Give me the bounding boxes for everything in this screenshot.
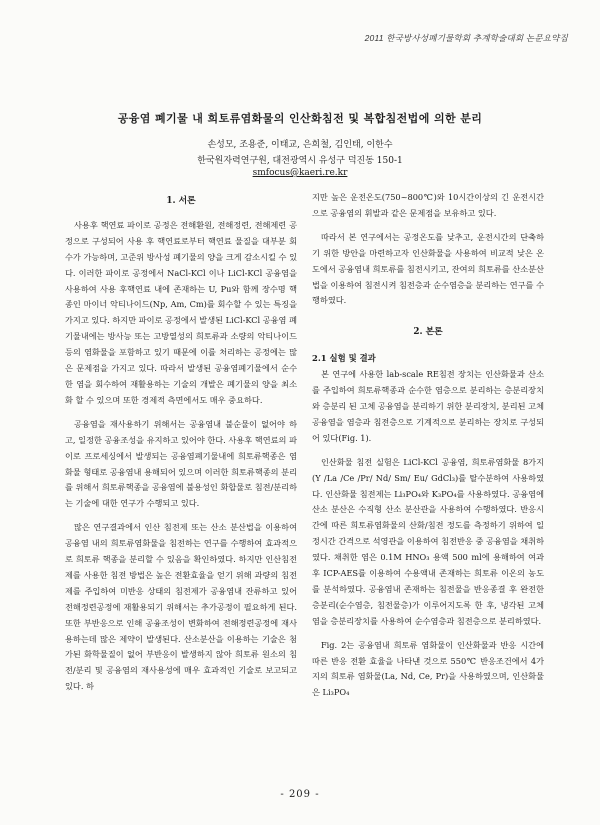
- left-column: [65, 194, 297, 695]
- section-heading-main: 2. 본론: [413, 327, 443, 338]
- author-list: 손성모, 조용준, 이태교, 은희철, 김인태, 이한수: [207, 140, 393, 150]
- body-paragraph: 지만 높은 운전온도(750~800℃)와 10시간이상의 긴 운전시간으로 공융염의 휘발과 같은 문제점을 보유하고 있다.: [312, 192, 544, 218]
- right-column: [312, 190, 544, 701]
- body-paragraph: 사용후 핵연료 파이로 공정은 전해환원, 전해정련, 전해제련 공정으로 구성되어 사용 후 핵연료로부터 핵연료 물질을 대부분 회수가 가능하며, 고준위 방사성 폐기물의 양을 크게 감소시킬 수 있다. 이러한 파이로 공정에서 NaCl-KCl 이나 LiCl-KCl 공융염을 사용하여 사용 후핵연료 내에 존재하는 U, Pu와 함께 장수명 핵종인 마이너 악티나이드(Np, Am, Cm)를 회수할 수 있는 특징을 가지고 있다. 하지만 파이로 공정에서 발생된 LiCl-KCl 공융염 폐기물내에는 방사능 또는 고방열성의 희토류과 소량의 악티나이드등의 염화물을 포함하고 있기 때문에 이를 처리하는 공정에는 많은 문제점을 가지고 있다. 따라서 발생된 공융염폐기물에서 순수한 염을 회수하여 재활용하는 기술의 개발은 폐기물의 양을 최소화 할 수 있으며 또한 경제적 측면에서도 매우 중요하다.: [65, 219, 297, 405]
- body-paragraph: 공융염을 재사용하기 위해서는 공융염내 불순물이 없어야 하고, 일정한 공융조성을 유지하고 있어야 한다. 사용후 핵연료의 파이로 프로세싱에서 발생되는 공융염폐기물내에 희토류핵종은 염화물 형태로 공융염내 용해되어 있으며 이러한 희토류핵종의 분리를 위해서 희토류핵종을 공융염에 불용성인 화합물로 침전/분리하는 기술에 대한 연구가 수행되고 있다.: [65, 418, 297, 509]
- section-heading-introduction: 1. 서론: [166, 196, 196, 206]
- body-paragraph: Fig. 2는 공융염내 희토류 염화물이 인산화물과 반응 시간에 따른 반응 전환 효율을 나타낸 것으로 550℃ 반응조건에서 4가지의 희토류 염화물(La, Nd, Ce, Pr)을 사용하였으며, 인산화물은 Li₃PO₄: [312, 639, 544, 698]
- body-paragraph: 본 연구에 사용한 lab-scale RE침전 장치는 인산화물과 산소를 주입하여 희토류핵종과 순수한 염층으로 분리하는 층분리장치와 층분리 된 고체 공융염을 분리하기 위한 분리장치, 분리된 고체공융염을 염층과 침전층으로 기계적으로 분리하는 장치로 구성되어 있다(Fig. 1).: [312, 369, 544, 443]
- body-paragraph: 인산화물 침전 실험은 LiCl-KCl 공융염, 희토류염화물 8가지(Y /La /Ce /Pr/ Nd/ Sm/ Eu/ GdCl₃)를 탈수분하여 사용하였다. 인산화물 침전제는 Li₃PO₄와 K₃PO₄를 사용하였다. 공융염에 산소 분산은 수직형 산소 분산관을 사용하여 수행하였다. 반응시간에 따른 희토류염화물의 산화/침전 정도를 측정하기 위하여 일정시간 간격으로 석영관을 이용하여 침전반응 중 공융염을 채취하였다. 채취한 염은 0.1M HNO₃ 용액 500 ml에 용해하여 여과 후 ICP-AES를 이용하여 수용액내 존재하는 희토류 이온의 농도를 분석하였다. 공융염내 존재하는 침전물을 반응종결 후 완전한 층분리(순수염층, 침전물층)가 이루어지도록 한 후, 냉각된 고체염을 층분리장치를 사용하여 순수염층과 침전층으로 분리하였다.: [312, 456, 544, 626]
- body-paragraph: 많은 연구결과에서 인산 침전제 또는 산소 분산법을 이용하여 공융염 내의 희토류염화물을 침전하는 연구를 수행하여 효과적으로 희토류 핵종을 분리할 수 있음을 확인하였다. 하지만 인산침전제를 사용한 침전 방법은 높은 전환효율을 얻기 위해 과량의 침전제를 주입하여 미반응 상태의 침전제가 공융염내 잔류하고 있어 전해정련공정에 재활용되기 위해서는 추가공정이 필요하게 된다. 또한 부반응으로 인해 공융조성이 변화하여 전해정련공정에 재사용하는데 많은 제약이 발생된다. 산소분산을 이용하는 기술은 첨가된 화학물질이 없어 부반응이 발생하지 않아 희토류 원소의 침전/분리 및 공융염의 재사용성에 매우 효과적인 기술로 보고되고 있다. 하: [65, 522, 297, 692]
- body-paragraph: 따라서 본 연구에서는 공정온도를 낮추고, 운전시간의 단축하기 위한 방안을 마련하고자 인산화물을 사용하여 비교적 낮은 온도에서 공융염내 희토류를 침전시키고, 잔여의 희토류를 산소분산법을 이용하여 침전시켜 침전층과 순수염층을 분리하는 연구를 수행하였다.: [312, 231, 544, 306]
- proceedings-header: 2011 한국방사성폐기물학회 추계학술대회 논문요약집: [364, 33, 568, 43]
- affiliation: 한국원자력연구원, 대전광역시 유성구 덕진동 150-1: [197, 156, 403, 166]
- page-number: - 209 -: [280, 789, 320, 800]
- contact-email: smfocus@kaeri.re.kr: [252, 168, 348, 178]
- subsection-heading: 2.1 실험 및 결과: [312, 353, 376, 364]
- paper-title: 공융염 폐기물 내 희토류염화물의 인산화침전 및 복합침전법에 의한 분리: [117, 112, 483, 125]
